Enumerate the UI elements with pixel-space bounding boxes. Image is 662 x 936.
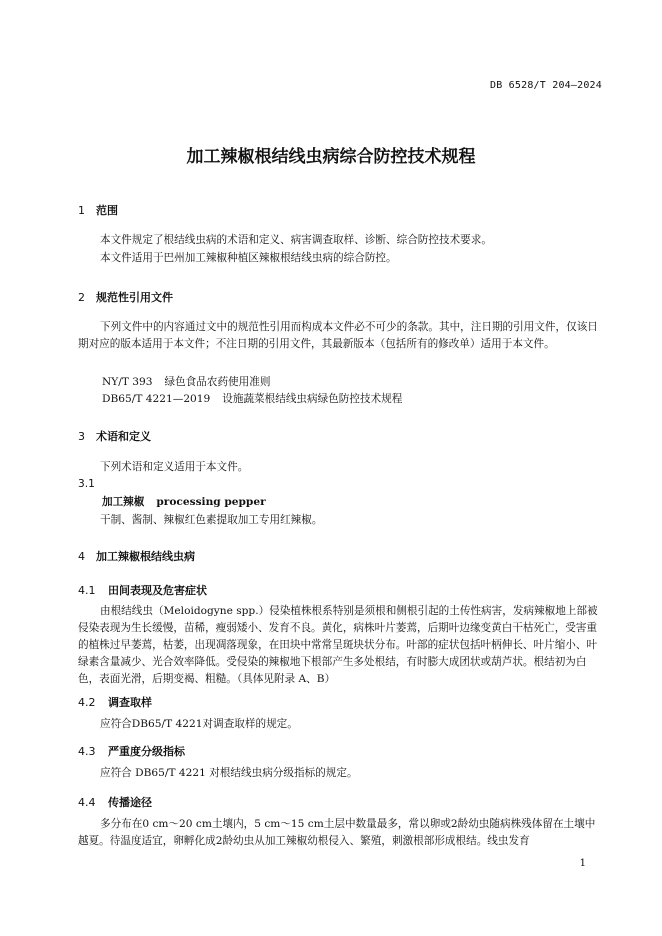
subsection-title: 严重度分级指标 — [108, 745, 185, 758]
subsection-title: 调查取样 — [108, 696, 152, 709]
subsection-number: 4.1 — [78, 584, 96, 597]
term-chinese: 加工辣椒 — [102, 496, 145, 508]
subsection-number: 4.4 — [78, 796, 96, 809]
section-number: 3 — [78, 430, 85, 443]
subsection-4-4-heading — [78, 794, 152, 810]
term-english: processing pepper — [156, 496, 266, 508]
section-number: 2 — [78, 291, 85, 304]
section-number: 4 — [78, 550, 85, 563]
section-2-heading — [78, 289, 173, 305]
section-title: 范围 — [96, 204, 118, 217]
reference-item — [102, 374, 270, 389]
paragraph: 下列文件中的内容通过文中的规范性引用而构成本文件必不可少的条款。其中，注日期的引用文件，仅该日期对应的版本适用于本文件；不注日期的引用文件，其最新版本（包括所有的修改单）适用于本文件。 — [78, 321, 598, 350]
paragraph: 下列术语和定义适用于本文件。 — [100, 461, 249, 473]
subsection-number: 4.2 — [78, 696, 96, 709]
document-title: 加工辣椒根结线虫病综合防控技术规程 — [186, 147, 476, 167]
subsection-4-1-heading — [78, 582, 207, 598]
section-3-heading — [78, 428, 151, 444]
subsection-number: 4.3 — [78, 745, 96, 758]
paragraph: 由根结线虫（Meloidogyne spp.）侵染植株根系特别是须根和侧根引起的土传性病害，发病辣椒地上部被侵染表现为生长缓慢，苗稀，瘦弱矮小、发育不良。黄化，病株叶片萎蔫，后期叶边缘变黄白干枯死亡，受害重的植株过早萎蔫，枯萎，出现凋落现象，在田块中常常呈斑块状分布。叶部的症状包括叶柄伸长、叶片缩小、叶绿素含量减少、光合效率降低。受侵染的辣椒地下根部产生多处根结，有时膨大成团状或葫芦状。根结初为白色，表面光滑，后期变褐、粗糙。（具体见附录 A、B） — [78, 605, 598, 685]
paragraph: 应符合DB65/T 4221对调查取样的规定。 — [100, 718, 298, 730]
standard-code: DB 6528/T 204—2024 — [490, 80, 602, 91]
section-number: 1 — [78, 204, 85, 217]
reference-code: DB65/T 4221—2019 — [102, 393, 211, 405]
section-title: 规范性引用文件 — [96, 291, 173, 304]
paragraph: 本文件规定了根结线虫病的术语和定义、病害调查取样、诊断、综合防控技术要求。 — [100, 234, 492, 246]
subsection-title: 传播途径 — [108, 796, 152, 809]
term-definition: 干制、酱制、辣椒红色素提取加工专用红辣椒。 — [100, 514, 323, 526]
term-entry — [102, 494, 266, 509]
section-1-heading — [78, 202, 118, 218]
section-title: 加工辣椒根结线虫病 — [96, 550, 195, 563]
paragraph: 多分布在0 cm～20 cm土壤内，5 cm～15 cm土层中数量最多，常以卵或2龄幼虫随病株残体留在土壤中越夏。待温度适宜，卵孵化成2龄幼虫从加工辣椒幼根侵入、繁殖，刺激根部形成根结。线虫发育 — [78, 818, 596, 847]
paragraph: 应符合 DB65/T 4221 对根结线虫病分级指标的规定。 — [100, 767, 358, 779]
reference-name: 设施蔬菜根结线虫病绿色防控技术规程 — [222, 393, 403, 405]
reference-code: NY/T 393 — [102, 376, 153, 388]
section-4-heading — [78, 548, 195, 564]
subsection-title: 田间表现及危害症状 — [108, 584, 207, 597]
subsection-4-3-heading — [78, 743, 185, 759]
paragraph: 本文件适用于巴州加工辣椒种植区辣椒根结线虫病的综合防控。 — [100, 252, 397, 264]
subsection-4-2-heading — [78, 694, 152, 710]
page-number: 1 — [579, 858, 586, 869]
reference-item — [102, 391, 402, 406]
reference-name: 绿色食品农药使用准则 — [164, 376, 271, 388]
term-number: 3.1 — [78, 478, 95, 490]
section-title: 术语和定义 — [96, 430, 151, 443]
